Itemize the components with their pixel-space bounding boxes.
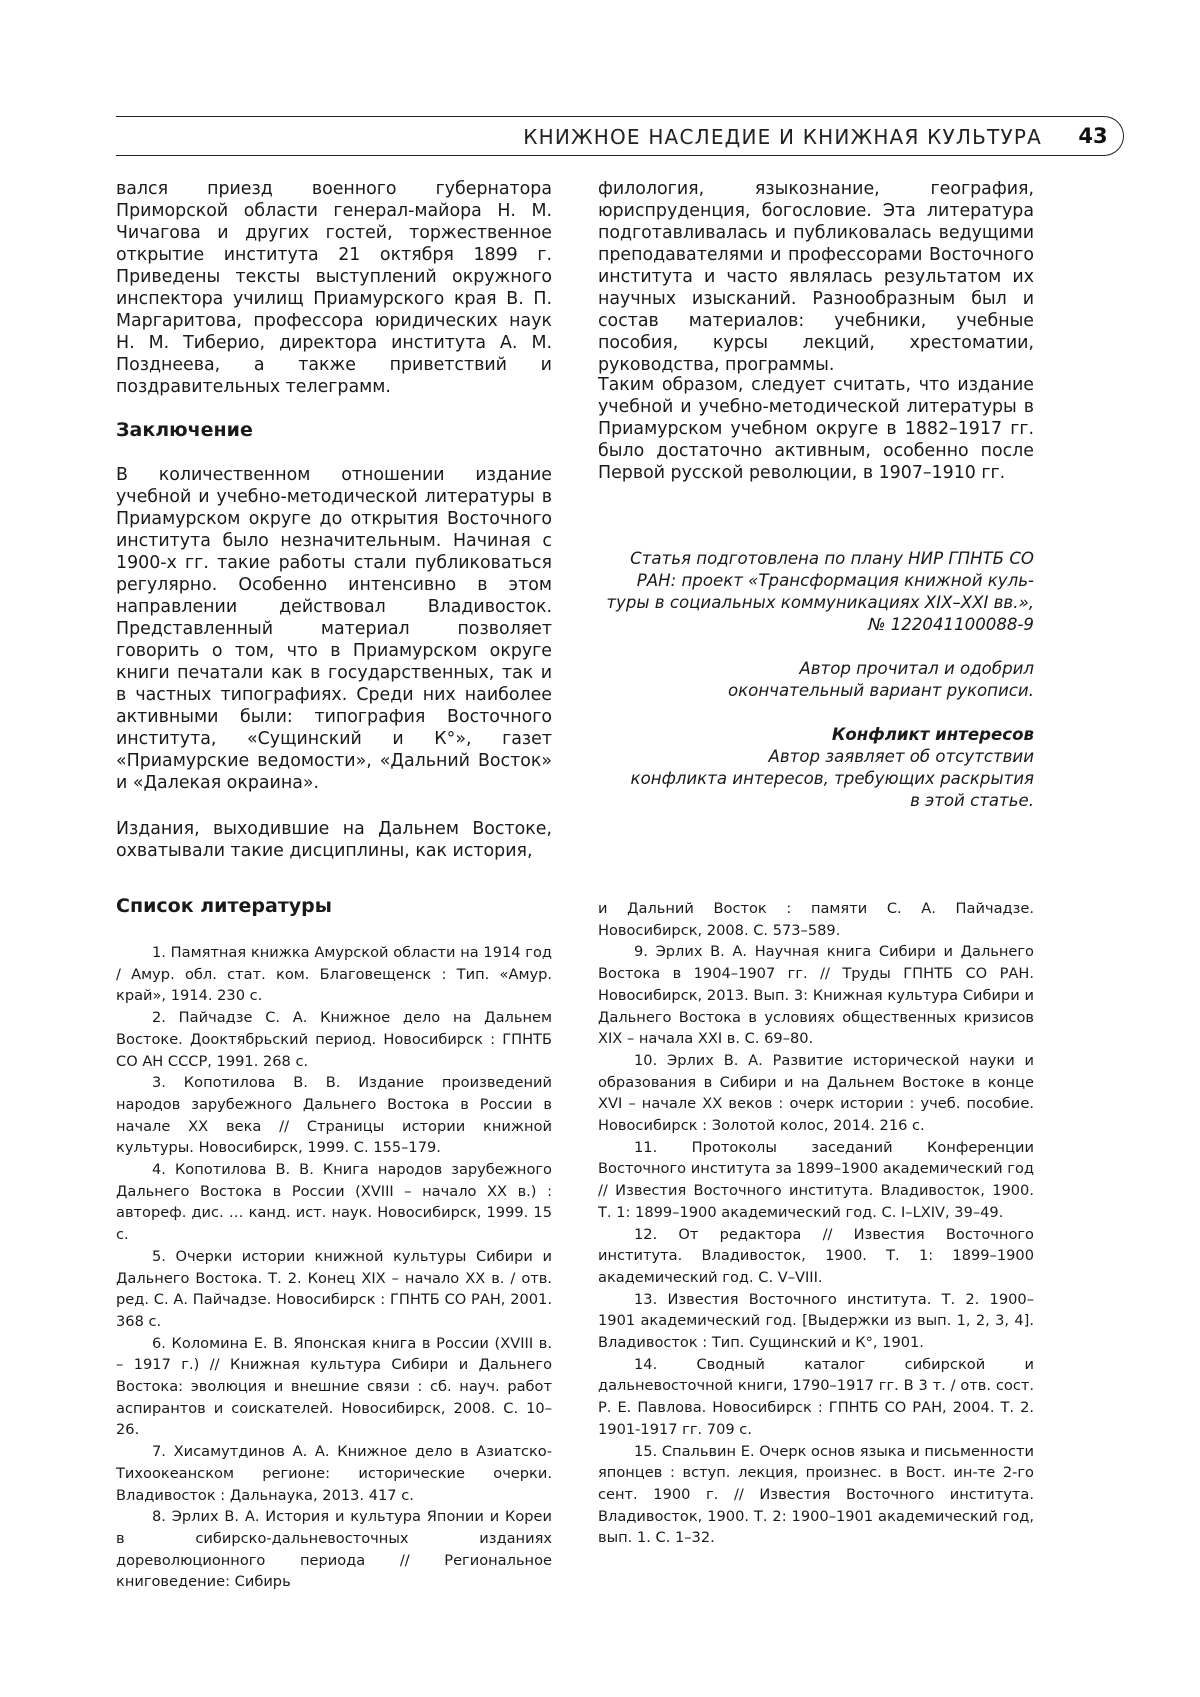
reference-item: 3. Копотилова В. В. Издание произведений народов зарубежного Дальнего Востока в России в начале XX века // Страницы истории книжной культуры. Новосибирск, 1999. С. 155–179. — [116, 1072, 552, 1159]
reference-item: 15. Спальвин Е. Очерк основ языка и письменности японцев : вступ. лекция, произнес. в Вост. ин-те 2-го сент. 1900 г. // Известия Восточного института. Владивосток, 1900. Т. 2: 1900–1901 академический год, вып. 1. С. 1–32. — [598, 1441, 1034, 1550]
reference-item: 9. Эрлих В. А. Научная книга Сибири и Дальнего Востока в 1904–1907 гг. // Труды ГПНТБ СО РАН. Новосибирск, 2013. Вып. 3: Книжная культура Сибири и Дальнего Востока в условиях общественных кризисов XIX – начала XXI в. С. 69–80. — [598, 941, 1034, 1050]
approval-line: окончательный вариант рукописи. — [598, 680, 1034, 702]
conclusion-section — [116, 418, 552, 442]
intro-paragraph: вался приезд военного губернатора Приморской области генерал-майора Н. М. Чичагова и других гостей, торжественное открытие института 21 октября 1899 г. Приведены тексты выступлений окружного инспектора училищ Приамурского края В. П. Маргаритова, профессора юридических наук Н. М. Тиберио, директора института А. М. Позднеева, а также приветствий и поздравительных телеграмм. — [116, 178, 552, 398]
reference-item: 2. Пайчадзе С. А. Книжное дело на Дальнем Востоке. Дооктябрьский период. Новосибирск : ГПНТБ СО АН СССР, 1991. 268 с. — [116, 1007, 552, 1072]
funding-line: РАН: проект «Трансформация книжной куль- — [598, 570, 1034, 592]
continuation-paragraph: филология, языкознание, география, юриспруденция, богословие. Эта литература подготавливалась и публиковалась ведущими преподавателями и профессорами Восточного института и часто являлась результатом их научных изысканий. Разнообразным был и состав материалов: учебники, учебные пособия, курсы лекций, хрестоматии, руководства, программы. — [598, 178, 1034, 376]
reference-item: 13. Известия Восточного института. Т. 2. 1900–1901 академический год. [Выдержки из вып. 1, 2, 3, 4]. Владивосток : Тип. Сущинский и К°, 1901. — [598, 1289, 1034, 1354]
funding-note — [598, 548, 1034, 636]
section-title: КНИЖНОЕ НАСЛЕДИЕ И КНИЖНАЯ КУЛЬТУРА — [523, 125, 1042, 149]
left-column — [116, 178, 552, 398]
conflict-title: Конфликт интересов — [598, 724, 1034, 746]
header-top-rule — [116, 116, 1082, 117]
reference-item: 6. Коломина Е. В. Японская книга в России (XVIII в. – 1917 г.) // Книжная культура Сибири и Дальнего Востока: эволюция и внешние связи : сб. науч. работ аспирантов и соискателей. Новосибирск, 2008. С. 10–26. — [116, 1333, 552, 1442]
summary-block — [598, 374, 1034, 484]
reference-item: 4. Копотилова В. В. Книга народов зарубежного Дальнего Востока в России (XVIII – начало XX в.) : автореф. дис. … канд. ист. наук. Новосибирск, 1999. 15 с. — [116, 1159, 552, 1246]
reference-item: 12. От редактора // Известия Восточного института. Владивосток, 1900. Т. 1: 1899–1900 академический год. С. V–VIII. — [598, 1224, 1034, 1289]
references-left-column — [116, 942, 552, 1593]
running-header — [116, 116, 1124, 156]
article-notes — [598, 548, 1034, 812]
conflict-line: Автор заявляет об отсутствии — [598, 746, 1034, 768]
funding-line: № 122041100088-9 — [598, 614, 1034, 636]
conclusion-heading: Заключение — [116, 418, 552, 442]
conclusion-body — [116, 464, 552, 862]
right-column — [598, 178, 1034, 376]
references-title: Список литературы — [116, 894, 332, 918]
page-number: 43 — [1063, 116, 1124, 156]
reference-item: 5. Очерки истории книжной культуры Сибири и Дальнего Востока. Т. 2. Конец XIX – начало XX в. / отв. ред. С. А. Пайчадзе. Новосибирск : ГПНТБ СО РАН, 2001. 368 с. — [116, 1246, 552, 1333]
journal-page — [0, 0, 1200, 1697]
summary-paragraph: Таким образом, следует считать, что издание учебной и учебно-методической литературы в Приамурском учебном округе в 1882–1917 гг. было достаточно активным, особенно после Первой русской революции, в 1907–1910 гг. — [598, 374, 1034, 484]
approval-line: Автор прочитал и одобрил — [598, 658, 1034, 680]
reference-item: 7. Хисамутдинов А. А. Книжное дело в Азиатско-Тихоокеанском регионе: исторические очерки. Владивосток : Дальнаука, 2013. 417 с. — [116, 1441, 552, 1506]
reference-item: 14. Сводный каталог сибирской и дальневосточной книги, 1790–1917 гг. В 3 т. / отв. сост. Р. Е. Павлова. Новосибирск : ГПНТБ СО РАН, 2004. Т. 2. 1901-1917 гг. 709 с. — [598, 1354, 1034, 1441]
conflict-line: конфликта интересов, требующих раскрытия — [598, 768, 1034, 790]
conclusion-paragraph-2: Издания, выходившие на Дальнем Востоке, охватывали такие дисциплины, как история, — [116, 818, 552, 862]
conflict-line: в этой статье. — [598, 790, 1034, 812]
reference-item: 8. Эрлих В. А. История и культура Японии и Кореи в сибирско-дальневосточных изданиях дореволюционного периода // Региональное книговедение: Сибирь — [116, 1506, 552, 1593]
references-right-column — [598, 898, 1034, 1549]
conclusion-paragraph-1: В количественном отношении издание учебной и учебно-методической литературы в Приамурском округе до открытия Восточного института было незначительным. Начиная с 1900-х гг. такие работы стали публиковаться регулярно. Особенно интенсивно в этом направлении действовал Владивосток. Представленный материал позволяет говорить о том, что в Приамурском округе книги печатали как в государственных, так и в частных типографиях. Среди них наиболее активными были: типография Восточного института, «Сущинский и К°», газет «Приамурские ведомости», «Дальний Восток» и «Далекая окраина». — [116, 464, 552, 794]
header-bottom-rule — [116, 155, 1082, 156]
funding-line: туры в социальных коммуникациях XIX–XXI вв.», — [598, 592, 1034, 614]
conflict-of-interest-note — [598, 724, 1034, 812]
funding-line: Статья подготовлена по плану НИР ГПНТБ СО — [598, 548, 1034, 570]
reference-item: 1. Памятная книжка Амурской области на 1914 год / Амур. обл. стат. ком. Благовещенск : Тип. «Амур. край», 1914. 230 с. — [116, 942, 552, 1007]
reference-continuation: и Дальний Восток : памяти С. А. Пайчадзе. Новосибирск, 2008. С. 573–589. — [598, 898, 1034, 941]
reference-item: 10. Эрлих В. А. Развитие исторической науки и образования в Сибири и на Дальнем Востоке в конце XVI – начале XX веков : очерк истории : учеб. пособие. Новосибирск : Золотой колос, 2014. 216 с. — [598, 1050, 1034, 1137]
reference-item: 11. Протоколы заседаний Конференции Восточного института за 1899–1900 академический год // Известия Восточного института. Владивосток, 1900. Т. 1: 1899–1900 академический год. С. I–LXIV, 39–49. — [598, 1137, 1034, 1224]
author-approval-note — [598, 658, 1034, 702]
